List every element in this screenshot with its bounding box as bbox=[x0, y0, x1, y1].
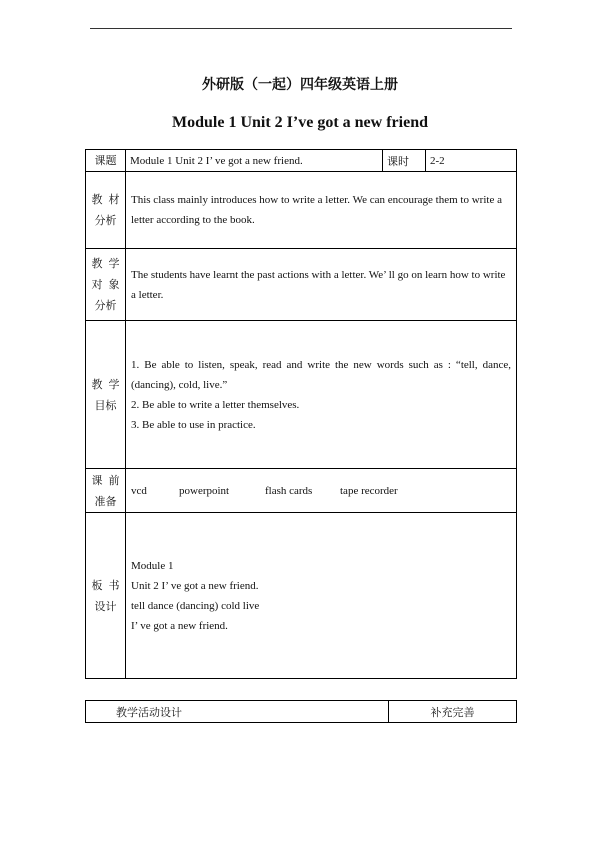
topic-label: 课题 bbox=[86, 150, 126, 172]
goal-item: 3. Be able to use in practice. bbox=[131, 418, 256, 431]
activity-design-table bbox=[85, 700, 517, 723]
board-row bbox=[86, 513, 517, 679]
board-line: I’ ve got a new friend. bbox=[131, 619, 228, 632]
prep-item: tape recorder bbox=[340, 484, 398, 497]
lesson-plan-table bbox=[85, 149, 517, 679]
prep-item: vcd bbox=[131, 484, 147, 497]
goals-label bbox=[86, 321, 126, 469]
goals-list bbox=[126, 321, 517, 469]
activity-header-row bbox=[86, 701, 517, 723]
prep-item: powerpoint bbox=[179, 484, 230, 497]
prep-row bbox=[86, 469, 517, 513]
supplement-header: 补充完善 bbox=[389, 701, 517, 723]
board-label-line2: 设计 bbox=[94, 599, 117, 613]
period-value: 2-2 bbox=[426, 150, 517, 172]
top-rule bbox=[90, 28, 512, 29]
goal-item: 1. Be able to listen, speak, read and write the new words such as : “tell, dance, (dancing), cold, live.” bbox=[131, 358, 511, 391]
board-label bbox=[86, 513, 126, 679]
material-label-line2: 分析 bbox=[94, 214, 117, 227]
activity-design-header: 教学活动设计 bbox=[86, 701, 389, 723]
topic-row bbox=[86, 150, 517, 172]
document-title: 外研版（一起）四年级英语上册 bbox=[202, 77, 398, 93]
students-label-line3: 分析 bbox=[94, 299, 117, 312]
students-row bbox=[86, 249, 517, 321]
document-subtitle: Module 1 Unit 2 I’ve got a new friend bbox=[172, 114, 428, 131]
material-row bbox=[86, 172, 517, 249]
goals-label-line1: 教 学 bbox=[91, 377, 120, 391]
topic-value: Module 1 Unit 2 I’ ve got a new friend. bbox=[126, 150, 383, 172]
goals-row bbox=[86, 321, 517, 469]
goal-item: 2. Be able to write a letter themselves. bbox=[131, 398, 300, 411]
material-text: This class mainly introduces how to write a letter. We can encourage them to write a letter according to the book. bbox=[126, 172, 517, 249]
students-label-line2: 对 象 bbox=[91, 278, 120, 291]
board-line: Unit 2 I’ ve got a new friend. bbox=[131, 579, 259, 592]
material-label-line1: 教 材 bbox=[91, 193, 120, 206]
prep-label-line1: 课 前 bbox=[91, 473, 120, 487]
prep-label-line2: 准备 bbox=[94, 494, 117, 508]
students-label bbox=[86, 249, 126, 321]
board-line: Module 1 bbox=[131, 559, 174, 572]
material-label bbox=[86, 172, 126, 249]
board-line: tell dance (dancing) cold live bbox=[131, 599, 260, 612]
board-label-line1: 板 书 bbox=[91, 578, 120, 592]
period-label: 课时 bbox=[383, 150, 426, 172]
prep-label bbox=[86, 469, 126, 513]
students-text: The students have learnt the past actions with a letter. We’ ll go on learn how to write a letter. bbox=[126, 249, 517, 321]
prep-item: flash cards bbox=[265, 484, 313, 497]
board-design bbox=[126, 513, 517, 679]
goals-label-line2: 目标 bbox=[94, 398, 117, 412]
students-label-line1: 教 学 bbox=[91, 257, 120, 270]
prep-items bbox=[126, 469, 517, 513]
